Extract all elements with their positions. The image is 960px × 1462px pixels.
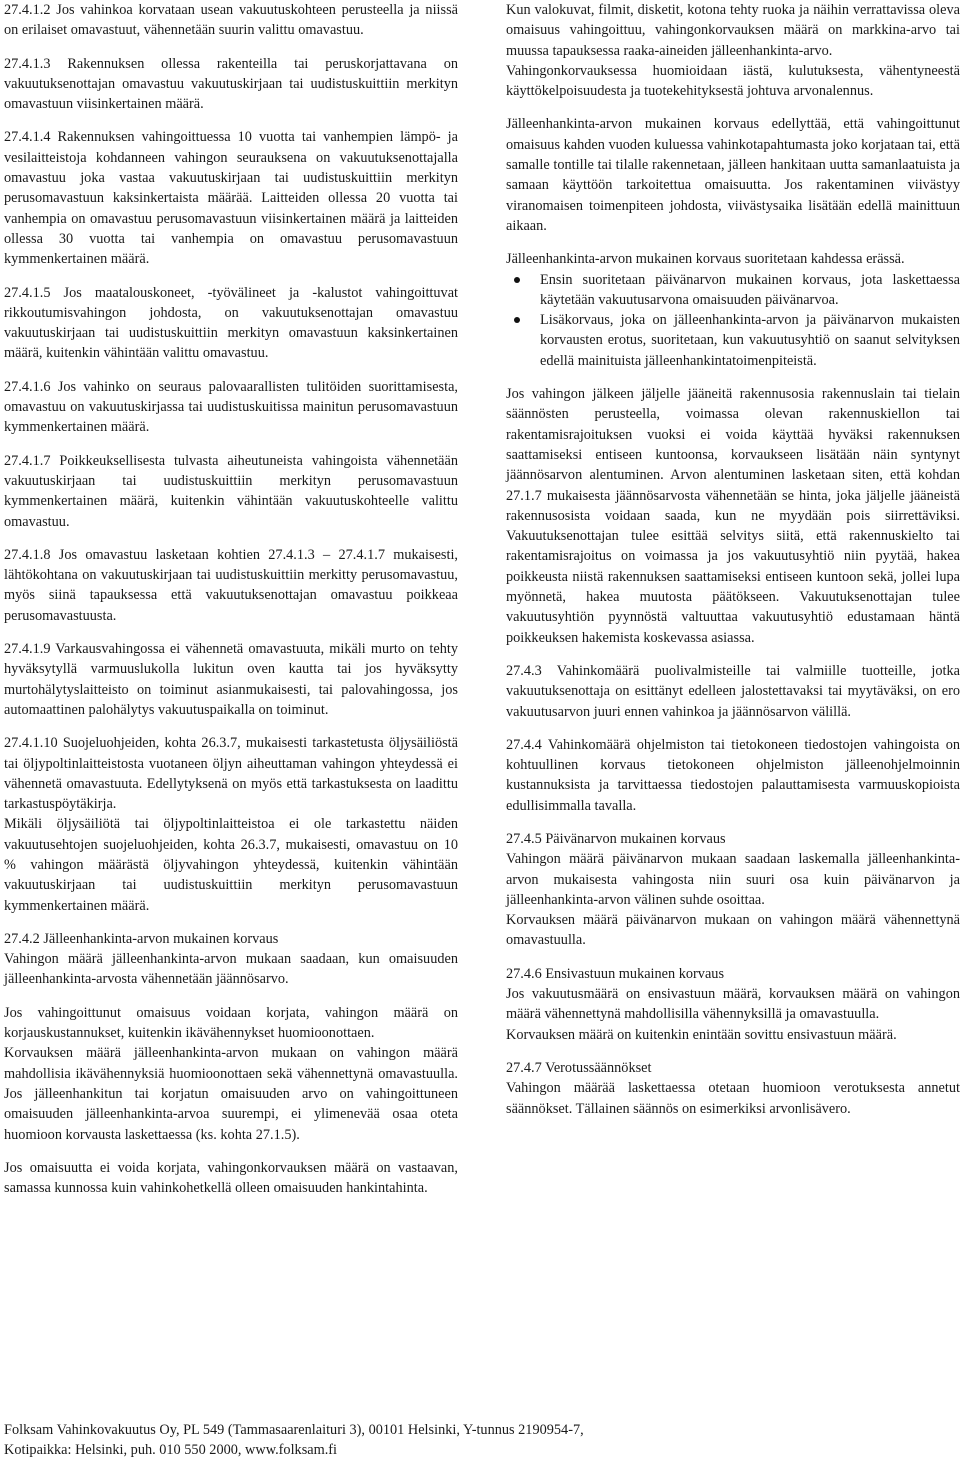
section-number: 27.4.3: [506, 662, 542, 679]
bullet-item: [506, 270, 960, 311]
paragraph-text: Korvauksen määrä päivänarvon mukaan on vahingon määrä vähennettynä omavastuulla.: [506, 912, 960, 949]
section-number: 27.4.1.9: [4, 641, 51, 658]
paragraph-text: Suojeluohjeiden, kohta 26.3.7, mukaisesti tarkastetusta öljysäiliöstä tai öljypoltinlaitteistosta vuotaneen öljyn aiheuttaman vahingon yhteydessä ei vähennetä omavastuuta. Edellytyksenä on myös että tarkastuksesta on laadittu tarkastuspöytäkirja.: [4, 735, 458, 813]
section-number: 27.4.1.10: [4, 735, 58, 752]
paragraph: [4, 451, 458, 532]
right-column: [506, 0, 960, 1132]
footer-line-2: Kotipaikka: Helsinki, puh. 010 550 2000, www.folksam.fi: [4, 1442, 338, 1458]
section-number: 27.4.1.4: [4, 129, 51, 146]
section-number: 27.4.7: [506, 1059, 542, 1076]
section-number: 27.4.1.2: [4, 2, 51, 18]
paragraph: [506, 0, 960, 61]
paragraph: [506, 910, 960, 951]
paragraph-text: Rakennuksen ollessa rakenteilla tai peruskorjattavana on vakuutuksenottajan omavastuu vakuutuskirjaan tai uudistuskuittiin merkityn omavastuun viisinkertainen määrä.: [4, 55, 458, 113]
paragraph-text: Ensivastuun mukainen korvaus: [545, 965, 725, 982]
section-number: 27.4.5: [506, 830, 542, 847]
paragraph: [4, 949, 458, 990]
paragraph: [4, 733, 458, 814]
paragraph: [4, 1043, 458, 1144]
section-number: 27.4.1.7: [4, 452, 51, 469]
section-number: 27.4.4: [506, 736, 542, 753]
paragraph-text: Varkausvahingossa ei vähennetä omavastuuta, mikäli murto on tehty hyväksytyllä varmuuslukolla lukitun oven kautta tai jos hyväksytty murtohälytyslaitteisto on toiminut asianmukaisesti, tai palovahingossa, jos automaattinen palohälytys vakuutuspaikalla on toiminut.: [4, 641, 458, 718]
paragraph: [506, 849, 960, 910]
paragraph: [4, 1158, 458, 1199]
paragraph: [506, 735, 960, 816]
paragraph: [4, 929, 458, 949]
paragraph-text: Poikkeuksellisesta tulvasta aiheutuneista vahingoista vähennetään vakuutuskirjaan tai uudistuskuittiin merkityn perusomavastuun kymmenkertainen määrä, kuitenkin vähintään vakuutuskohteelle valittu omavastuu.: [4, 452, 458, 530]
paragraph: [506, 249, 960, 269]
paragraph-text: Vahingon määrä jälleenhankinta-arvon mukaan saadaan, kun omaisuuden jälleenhankinta-arvosta vähennetään jäännösarvo.: [4, 951, 458, 988]
paragraph-text: Kun valokuvat, filmit, disketit, kotona tehty ruoka ja näihin verrattavissa oleva omaisuus vahingoittuu, vahingonkorvauksen määrä on markkina-arvo tai muussa tapauksessa raaka-aineiden jälleenhankinta-arvo.: [506, 2, 960, 59]
paragraph-text: Jos omavastuu lasketaan kohtien 27.4.1.3 – 27.4.1.7 mukaisesti, lähtökohtana on vakuutuskirjaan tai uudistuskuittiin merkitty perusomavastuu, myös siinä tapauksessa että vakuutuksenottajan omavastuu poikkeaa perusomavastuusta.: [4, 546, 458, 624]
left-column: [4, 0, 458, 1211]
bullet-item: [506, 310, 960, 371]
paragraph-text: Päivänarvon mukainen korvaus: [545, 830, 726, 847]
paragraph: [506, 384, 960, 648]
paragraph: [4, 1003, 458, 1044]
section-number: 27.4.2: [4, 930, 40, 947]
bullet-list: [506, 270, 960, 371]
paragraph: [506, 984, 960, 1025]
paragraph-text: Mikäli öljysäiliötä tai öljypoltinlaitteistoa ei ole tarkastettu näiden vakuutusehtojen suojeluohjeiden, kohta 26.3.7, mukaisesti, omavastuu on 10 % vahingon määrästä öljyvahingon yhteydessä, kuitenkin vähintään vakuutuskirjaan tai uudistuskuittiin merkityn perusomavastuun kymmenkertainen määrä.: [4, 816, 458, 914]
paragraph: [4, 0, 458, 41]
paragraph-text: Vahingonkorvauksessa huomioidaan iästä, kulutuksesta, vähentyneestä käyttökelpoisuudesta ja tuotekehityksestä johtuva arvonalennus.: [506, 62, 960, 100]
paragraph-text: Vahingon määrää laskettaessa otetaan huomioon verotuksesta annetut säännökset. Tällainen säännös on esimerkiksi arvonlisävero.: [506, 1080, 960, 1117]
paragraph: [4, 814, 458, 915]
paragraph-text: Korvauksen määrä on kuitenkin enintään sovittu ensivastuun määrä.: [506, 1026, 897, 1043]
bullet-icon: [514, 277, 520, 283]
bullet-text: Lisäkorvaus, joka on jälleenhankinta-arvon ja päivänarvon mukaisten korvausten erotus, suoritetaan, kun vakuutusyhtiö on saanut selvityksen edellä mainituista jälleenhankintatoimenpiteistä.: [540, 312, 960, 369]
paragraph: [4, 545, 458, 626]
paragraph: [4, 377, 458, 438]
paragraph: [4, 127, 458, 269]
paragraph: [506, 661, 960, 722]
right-column-sections: [506, 384, 960, 1119]
page-footer: [4, 1420, 956, 1460]
paragraph: [506, 61, 960, 102]
paragraph-text: Jos vakuutusmäärä on ensivastuun määrä, korvauksen määrä on vahingon määrä vähennettynä mahdollisilla vähennyksillä ja omavastuulla.: [506, 986, 960, 1023]
paragraph: [4, 639, 458, 720]
bullet-icon: [514, 317, 520, 323]
paragraph-text: Jälleenhankinta-arvon mukainen korvaus: [43, 930, 279, 947]
section-number: 27.4.1.5: [4, 284, 51, 301]
section-number: 27.4.6: [506, 965, 542, 982]
right-column-intro: [506, 0, 960, 270]
paragraph-text: Vahinkomäärä ohjelmiston tai tietokoneen tiedostojen vahingoista on kohtuullinen korvaus tietokoneen ohjelmiston jälleenohjelmoinnin kustannuksista ja tarvittaessa tiedostojen palauttamisesta varmuuskopioista edullisimmalla tavalla.: [506, 736, 960, 814]
paragraph-text: Jos maatalouskoneet, -työvälineet ja -kalustot vahingoittuvat rikkoutumisvahingon johdosta, on vakuutuksenottajan omavastuu vakuutuskirjaan tai uudistuskuittiin merkityn omavastuun kaksinkertainen määrä, kuitenkin vähintään valittu omavastuu.: [4, 284, 459, 362]
paragraph-text: Vahingon määrä päivänarvon mukaan saadaan laskemalla jälleenhankinta-arvon mukaisesta vahingosta niin suuri osa kuin päivänarvon ja jälleenhankinta-arvon välinen suhde osoittaa.: [506, 851, 960, 908]
section-number: 27.4.1.6: [4, 378, 51, 395]
paragraph: [506, 829, 960, 849]
paragraph-text: Jos vahinko on seuraus palovaarallisten tulitöiden suorittamisesta, omavastuu on vakuutuskirjassa tai uudistuskuitissa mainitun perusomavastuun kymmenkertainen määrä.: [4, 378, 458, 436]
paragraph: [506, 1025, 960, 1045]
paragraph-text: Jos vahingon jälkeen jäljelle jääneitä rakennusosia rakennuslain tai tielain säännösten perusteella, voimassa olevan rakennuskiellon tai rakentamisrajoituksen vuoksi ei voida käyttää hyväksi rakennuksen saattamiseksi entiseen kuntoonsa, korvaukseen lisätään näin syntynyt jäännösarvon alentuminen. Arvon alentuminen lasketaan siten, että kohdan 27.1.7 mukaisesta jäännösarvosta vähennetään se hinta, joka jäljelle jääneistä rakennusosista voidaan saada, kun ne myydään pois siirrettäviksi. Vakuutuksenottajan tulee esittää selvitys siitä, että rakennuskielto tai rakentamisrajoitus on voimassa ja jos vakuutusyhtiö niin pyytää, hakea poikkeusta niistä rakennuksen saattamiseksi entiseen kuntoon sekä, jollei lupa myönnetä, hakea muutosta päätökseen. Vakuutuksenottajan tulee vakuutusyhtiön pyynnöstä valtuuttaa vakuutusyhtiö edustamaan häntä poikkeuksen hakemista koskevassa asiassa.: [506, 386, 960, 646]
paragraph: [506, 1058, 960, 1078]
paragraph: [506, 964, 960, 984]
paragraph-text: Jos omaisuutta ei voida korjata, vahingonkorvauksen määrä on vastaavan, samassa kunnossa kuin vahinkohetkellä olleen omaisuuden hankintahinta.: [4, 1159, 458, 1197]
bullet-text: Ensin suoritetaan päivänarvon mukainen korvaus, jota laskettaessa käytetään vakuutusarvona omaisuuden päivänarvoa.: [540, 271, 960, 308]
paragraph-text: Vahinkomäärä puolivalmisteille tai valmiille tuotteille, jotka vakuutuksenottaja on esittänyt edelleen jalostettavaksi tai myytäväksi, on ero vakuutusarvon juuri ennen vahinkoa ja jäännösarvon välillä.: [506, 662, 960, 720]
paragraph-text: Rakennuksen vahingoittuessa 10 vuotta tai vanhempien lämpö- ja vesilaitteistoja kohdanneen vahingon seurauksena on vakuutuksenottajalla omavastuu joka vastaa vakuutuskirjaan tai uudistuskuittiin merkityn perusomavastuun kaksinkertaista määrää. Laitteiden ollessa 20 vuotta tai vanhempia on omavastuu perusomavastuun viisinkertainen määrä ja laitteiden ollessa 30 vuotta tai vanhempia on omavastuu perusomavastuun kymmenkertainen määrä.: [4, 129, 459, 268]
footer-line-1: Folksam Vahinkovakuutus Oy, PL 549 (Tammasaarenlaituri 3), 00101 Helsinki, Y-tunnus 2190954-7,: [4, 1422, 584, 1438]
paragraph-text: Jälleenhankinta-arvon mukainen korvaus edellyttää, että vahingoittunut omaisuus kahden vuoden kuluessa vahinkotapahtumasta joko korjataan tai, että samalle tontille tai tilalle rakennetaan, jälleen hankitaan uutta samanlaatuista ja samaan käyttöön tarkoitettua omaisuutta. Jos rakentaminen viivästyy viranomaisen toimenpiteen johdosta, viivästysaika lisätään edellä mainittuun aikaan.: [506, 116, 960, 234]
paragraph: [506, 1078, 960, 1119]
paragraph: [506, 114, 960, 236]
paragraph: [4, 283, 458, 364]
section-number: 27.4.1.8: [4, 546, 51, 563]
paragraph-text: Verotussäännökset: [545, 1059, 652, 1076]
paragraph-text: Korvauksen määrä jälleenhankinta-arvon mukaan on vahingon määrä mahdollisia ikävähennyksiä huomioonottaen sekä vähennettynä omavastuulla. Jos jälleenhankitun tai korjatun omaisuuden arvo on vahingoittuneen omaisuuden jälleenhankinta-arvoa suurempi, ei ylimenevää osaa oteta huomioon korvausta laskettaessa (ks. kohta 27.1.5).: [4, 1045, 458, 1143]
paragraph: [4, 54, 458, 115]
paragraph-text: Jälleenhankinta-arvon mukainen korvaus suoritetaan kahdessa erässä.: [506, 251, 905, 268]
section-number: 27.4.1.3: [4, 55, 51, 72]
paragraph-text: Jos vahingoittunut omaisuus voidaan korjata, vahingon määrä on korjauskustannukset, kuitenkin ikävähennykset huomioonottaen.: [4, 1004, 458, 1042]
paragraph-text: Jos vahinkoa korvataan usean vakuutuskohteen perusteella ja niissä on erilaiset omavastuut, vähennetään suurin valittu omavastuu.: [4, 2, 458, 39]
